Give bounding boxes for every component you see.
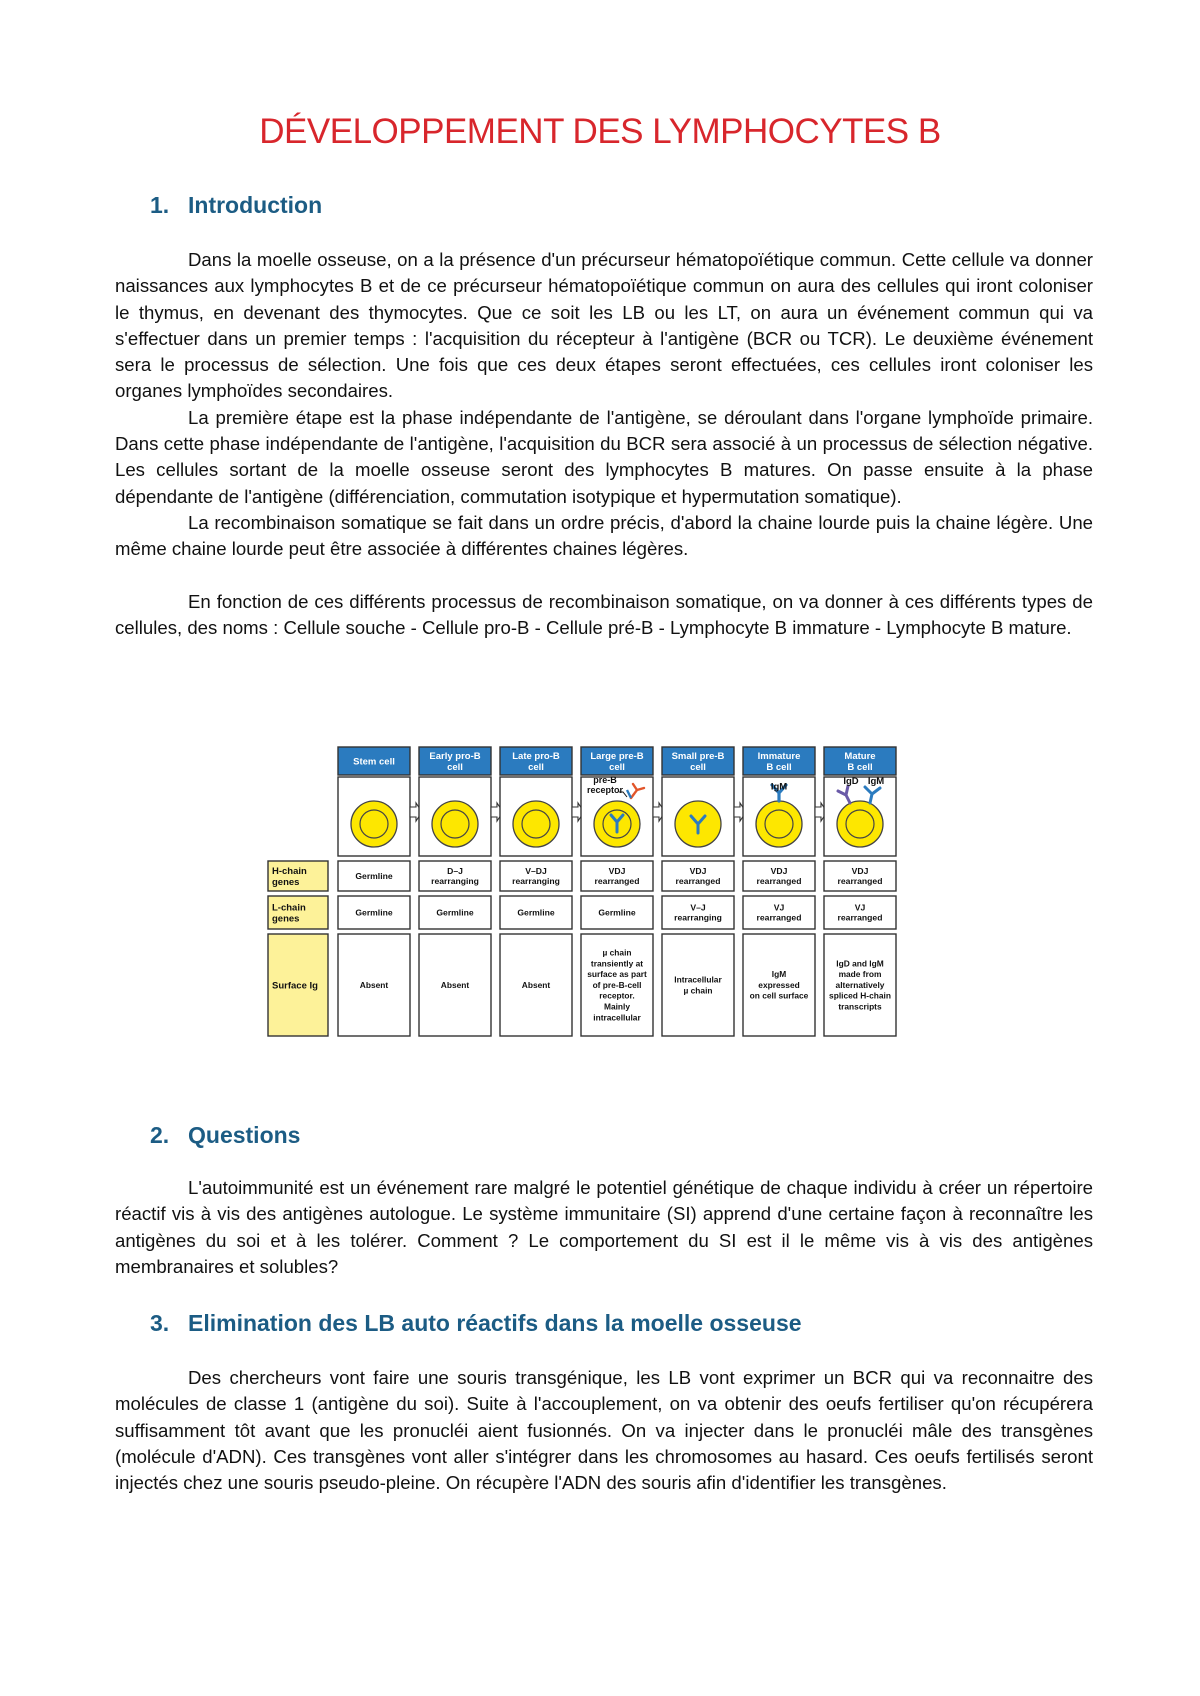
paragraph: Des chercheurs vont faire une souris transgénique, les LB vont exprimer un BCR qui va reconnaitre des molécules de classe 1 (antigène du soi). Suite à l'accouplement, on va obtenir des oeufs fertiliser qu'on récupérera suffisamment tôt avant que les pronucléi aient fusionnés. On va injecter dans le pronucléi mâle des transgènes (molécule d'ADN). Ces transgènes vont aller s'intégrer dans les chromosomes au hasard. Ces oeufs fertilisés seront injectés chez une souris pseudo-pleine. On récupère l'ADN des souris afin d'identifier les transgènes. — [115, 1367, 1093, 1494]
cell-nucleus — [522, 810, 550, 838]
section-title: Introduction — [188, 192, 323, 218]
stage-header-label: Mature B cell — [844, 750, 876, 773]
l-chain-text: Germline — [598, 907, 636, 918]
h-chain-text: VDJ rearranged — [675, 866, 721, 887]
stage-receptor-label: IgM — [770, 781, 788, 793]
l-chain-text: VJ rearranged — [756, 902, 802, 923]
stage-header-label: Large pre-B cell — [590, 750, 644, 773]
surface-ig-text: Absent — [521, 979, 551, 990]
igm-label: IgM — [867, 776, 885, 787]
l-chain-text: V–J rearranging — [674, 902, 722, 923]
section-title: Elimination des LB auto réactifs dans la moelle osseuse — [188, 1310, 802, 1336]
paragraph: La recombinaison somatique se fait dans un ordre précis, d'abord la chaine lourde puis la chaine légère. Une même chaine lourde peut être associée à différentes chaines légères. — [115, 511, 1093, 560]
paragraph: L'autoimmunité est un événement rare malgré le potentiel génétique de chaque individu à créer un répertoire réactif vis à vis des antigènes autologue. Le système immunitaire (SI) apprend d'une certaine façon à reconnaître les antigènes du soi et à les tolérer. Comment ? Le comportement du SI est il le même vis à vis des antigènes membranaires et solubles? — [115, 1177, 1093, 1277]
paragraph: En fonction de ces différents processus de recombinaison somatique, on va donner à ces différents types de cellules, des noms : Cellule souche - Cellule pro-B - Cellule pré-B - Lymphocyte B immature - Lymphocyte B mature. — [115, 590, 1093, 638]
cell-nucleus — [441, 810, 469, 838]
h-chain-text: Germline — [355, 871, 393, 882]
surface-ig-text: Absent — [440, 979, 470, 990]
row-label-text: H-chain genes — [272, 865, 307, 888]
surface-ig-text: Intracellular µ chain — [674, 974, 722, 996]
section-heading-introduction — [150, 192, 322, 219]
stage-header-label: Early pro-B cell — [429, 750, 481, 773]
cell-nucleus — [846, 810, 874, 838]
section-number: 3. — [150, 1310, 170, 1336]
surface-ig-text: IgM expressed on cell surface — [749, 969, 809, 1001]
questions-body — [115, 1175, 1093, 1280]
l-chain-text: Germline — [436, 907, 474, 918]
stage-header-label: Late pro-B cell — [512, 750, 560, 773]
igd-label: IgD — [843, 776, 859, 787]
b-cell-development-figure — [266, 745, 948, 1037]
stage-header-label: Small pre-B cell — [671, 750, 725, 773]
cell-nucleus — [360, 810, 388, 838]
l-chain-text: Germline — [517, 907, 555, 918]
h-chain-text: D–J rearranging — [431, 866, 479, 887]
section-number: 1. — [150, 192, 170, 218]
l-chain-text: VJ rearranged — [837, 902, 883, 923]
document-title: DÉVELOPPEMENT DES LYMPHOCYTES B — [259, 112, 941, 151]
h-chain-text: VDJ rearranged — [837, 866, 883, 887]
stage-receptor-label: pre-B receptor — [586, 775, 624, 796]
h-chain-text: V–DJ rearranging — [512, 866, 560, 887]
surface-ig-text: IgD and IgM made from alternatively spliced H-chain transcripts — [829, 958, 891, 1012]
section-heading-questions — [150, 1122, 300, 1149]
section-title: Questions — [188, 1122, 301, 1148]
h-chain-text: VDJ rearranged — [756, 866, 802, 887]
elimination-body — [115, 1365, 1093, 1496]
row-label-text: Surface Ig — [272, 980, 318, 992]
section-number: 2. — [150, 1122, 170, 1148]
stage-header-label: Immature B cell — [757, 750, 801, 773]
l-chain-text: Germline — [355, 907, 393, 918]
stage-header-label: Stem cell — [353, 756, 395, 768]
surface-ig-text: µ chain transiently at surface as part of pre-B-cell receptor. Mainly intracellular — [587, 947, 647, 1023]
paragraph: Dans la moelle osseuse, on a la présence d'un précurseur hématopoïétique commun. Cette cellule va donner naissances aux lymphocytes B et de ce précurseur hématopoïétique commun on aura des cellules qui iront coloniser le thymus, en devenant des thymocytes. Que ce soit les LB ou les LT, on aura un événement commun qui va s'effectuer dans un premier temps : l'acquisition du récepteur à l'antigène (BCR ou TCR). Le deuxième événement sera le processus de sélection. Une fois que ces deux étapes seront effectuées, ces cellules iront coloniser les organes lymphoïdes secondaires. — [115, 249, 1093, 402]
paragraph: La première étape est la phase indépendante de l'antigène, se déroulant dans l'organe lymphoïde primaire. Dans cette phase indépendante de l'antigène, l'acquisition du BCR sera associé à un processus de sélection négative. Les cellules sortant de la moelle osseuse seront des lymphocytes B matures. On passe ensuite à la phase dépendante de l'antigène (différenciation, commutation isotypique et hypermutation somatique). — [115, 406, 1093, 507]
h-chain-text: VDJ rearranged — [594, 866, 640, 887]
cell-nucleus — [765, 810, 793, 838]
introduction-body — [115, 247, 1093, 641]
section-heading-elimination — [150, 1310, 802, 1337]
row-label-text: L-chain genes — [272, 902, 306, 925]
surface-ig-text: Absent — [359, 979, 389, 990]
